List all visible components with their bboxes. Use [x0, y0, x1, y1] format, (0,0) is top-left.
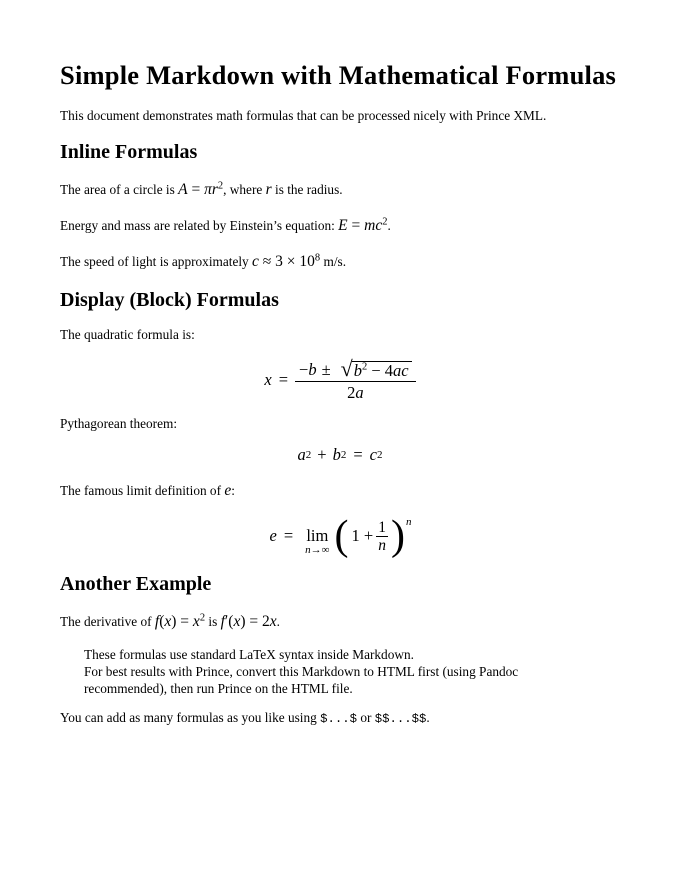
heading-another-example: Another Example: [60, 573, 212, 596]
paragraph-closing: You can add as many formulas as you like using $...$ or $$...$$.: [60, 710, 430, 727]
paragraph-einstein-equation: Energy and mass are related by Einstein’s equation: $E = mc^2$.: [60, 216, 391, 234]
document-title: Simple Markdown with Mathematical Formulas: [60, 60, 617, 90]
limit-exponent: n: [405, 516, 412, 529]
inline-fraction: 1 n: [378, 518, 386, 554]
limit-subscript: n→∞: [305, 543, 330, 556]
fraction-numerator: − b ± √ $b^2 - 4ac$: [295, 356, 416, 381]
label-quadratic-formula: The quadratic formula is:: [60, 327, 195, 342]
quote-line: For best results with Prince, convert this Markdown to HTML first (using Pandoc: [84, 663, 519, 679]
label-limit-definition: The famous limit definition of e:: [60, 482, 235, 500]
paragraph-circle-area: The area of a circle is $A = \pi r^2$, where r is the radius.: [60, 180, 343, 198]
label-pythagorean-theorem: Pythagorean theorem:: [60, 416, 178, 432]
equals-sign: =: [353, 445, 363, 465]
minus-sign: −: [299, 360, 309, 379]
arrow-infinity: →∞: [310, 543, 330, 556]
quote-line: recommended), then run Prince on the HTML file.: [84, 680, 353, 696]
fraction: [295, 356, 416, 403]
quote-line: These formulas use standard LaTeX syntax inside Markdown.: [84, 647, 414, 663]
radicand: $b^2 - 4ac$: [352, 361, 412, 379]
radical-sign: √: [340, 356, 353, 381]
heading-inline-formulas: Inline Formulas: [60, 141, 198, 163]
formula-quadratic: [60, 356, 620, 403]
quadratic-lhs-variable: x: [264, 369, 272, 389]
blockquote-note: [84, 647, 620, 697]
equals-sign: =: [283, 526, 294, 546]
heading-display-formulas: Display (Block) Formulas: [60, 289, 279, 311]
equals-sign: =: [278, 369, 289, 389]
paragraph-derivative: The derivative of $f(x) = x^2$ is f′(x) = 2x.: [60, 612, 280, 631]
limit-operator: lim n→∞: [305, 525, 330, 556]
big-paren-open: (: [334, 513, 349, 560]
formula-limit: e = lim n→∞ ( 1 + 1 n ) n: [269, 513, 412, 560]
plus-sign: +: [317, 445, 327, 465]
intro-paragraph: This document demonstrates math formulas that can be processed nicely with Prince XML.: [60, 108, 547, 123]
big-paren-close: ): [390, 513, 405, 560]
fraction-denominator: 2a: [347, 383, 364, 403]
plus-minus-sign: ±: [321, 360, 331, 379]
paragraph-speed-of-light: The speed of light is approximately $c \approx 3 \times 10^8$ m/s.: [60, 252, 347, 270]
formula-pythagorean: a 2 + b 2 = c 2: [297, 445, 383, 465]
